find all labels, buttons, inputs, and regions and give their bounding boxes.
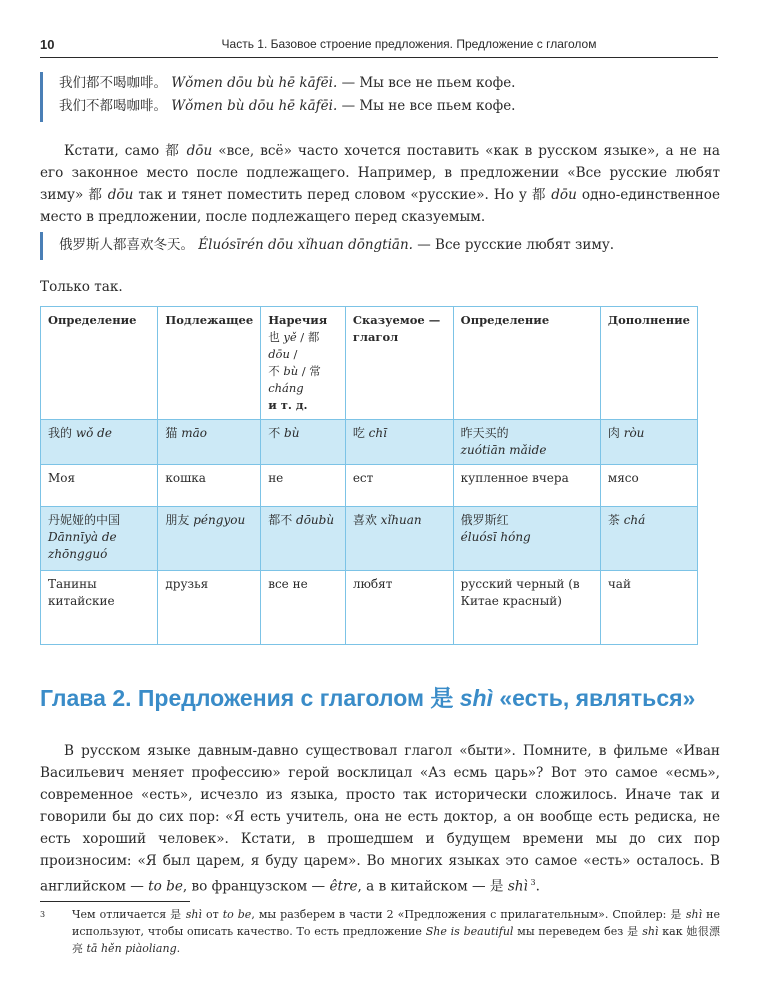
example-line: 我们都不喝咖啡。 Wǒmen dōu bù hē kāfēi. — Мы все не пьем кофе. [59, 75, 516, 91]
table-cell: все не [261, 571, 346, 645]
table-cell: Моя [41, 465, 158, 507]
table-cell: мясо [600, 465, 697, 507]
paragraph-only-so: Только так. [40, 279, 123, 295]
table-cell: не [261, 465, 346, 507]
table-cell: 都不 dōubù [261, 507, 346, 571]
page-header [40, 30, 718, 58]
footnote-ref[interactable]: 3 [527, 878, 536, 887]
table-row [41, 420, 698, 465]
table-cell: кошка [158, 465, 261, 507]
table-cell: русский черный (в Китае красный) [453, 571, 600, 645]
header-cell: Определение [41, 307, 158, 420]
chapter-title: Глава 2. Предложения с глаголом 是 shì «есть, являться» [40, 685, 696, 711]
paragraph-dou-placement: Кстати, само 都 dōu «все, всё» часто хочется поставить «как в русском языке», а не на его законное место после подлежащего. Например, в предложении «Все русские любят зиму» 都 dōu так и тянет поместить перед словом «русские». Но у 都 dōu одно-единственное место в предложении, после подлежащего перед сказуемым. [40, 143, 721, 225]
table-cell: 茶 chá [600, 507, 697, 571]
table-cell: купленное вчера [453, 465, 600, 507]
header-cell: Определение [453, 307, 600, 420]
table-cell: друзья [158, 571, 261, 645]
example-block-1 [40, 72, 515, 122]
table-cell: 吃 chī [345, 420, 453, 465]
table-cell: 俄罗斯红 éluósī hóng [453, 507, 600, 571]
table-row [41, 465, 698, 507]
example-line: 我们不都喝咖啡。 Wǒmen bù dōu hē kāfēi. — Мы не все пьем кофе. [59, 98, 516, 114]
table-cell: ест [345, 465, 453, 507]
table-cell: 不 bù [261, 420, 346, 465]
page-number: 10 [40, 37, 55, 52]
footnote-text: Чем отличается 是 shì от to be, мы разберем в части 2 «Предложения с прилагательным». Спойлер: 是 shì не используют, чтобы описать качество. То есть предложение She is beautiful мы переведем без 是 shì как 她很漂亮 tā hěn piàoliang. [72, 908, 721, 955]
table-cell: чай [600, 571, 697, 645]
footnote-number: 3 [40, 910, 46, 919]
table-cell: любят [345, 571, 453, 645]
table-cell: 朋友 péngyou [158, 507, 261, 571]
header-cell: Подлежащее [158, 307, 261, 420]
table-cell: 肉 ròu [600, 420, 697, 465]
running-title: Часть 1. Базовое строение предложения. Предложение с глаголом [221, 37, 597, 51]
table-cell: 昨天买的 zuótiān mǎide [453, 420, 600, 465]
header-cell: Сказуемое — глагол [345, 307, 453, 420]
footnote [40, 906, 720, 957]
table-cell: 丹妮娅的中国 Dānnīyà de zhōngguó [41, 507, 158, 571]
table-cell: Танины китайские [41, 571, 158, 645]
header-cell: Наречия 也 yě / 都 dōu / 不 bù / 常 cháng и т. д. [261, 307, 346, 420]
table-cell: 我的 wǒ de [41, 420, 158, 465]
sentence-structure-table [40, 306, 698, 645]
footnote-divider [40, 901, 190, 902]
table-header-row [41, 307, 698, 420]
paragraph-to-be: В русском языке давным-давно существовал глагол «быти». Помните, в фильме «Иван Васильевич меняет профессию» герой восклицал «Аз есмь царь»? Вот это самое «есмь», современное «есть», исчезло из языка, просто так исторически сложилось. Иначе так и говорили бы до сих пор: «Я есть учитель, она не есть доктор, а он вообще есть редиска, не есть хороший человек». Кстати, в прошедшем и будущем времени мы до сих пор произносим: «Я был царем, я буду царем». Во многих языках это самое «есть» осталось. В английском — to be, во французском — être, а в китайском — 是 shì $^3$. [40, 743, 720, 895]
table-row [41, 507, 698, 571]
table-row [41, 571, 698, 645]
header-cell: Дополнение [600, 307, 697, 420]
table-cell: 猫 māo [158, 420, 261, 465]
example-block-2: 俄罗斯人都喜欢冬天。 Éluósīrén dōu xǐhuan dōngtiān. — Все русские любят зиму. [40, 232, 614, 260]
table-cell: 喜欢 xǐhuan [345, 507, 453, 571]
